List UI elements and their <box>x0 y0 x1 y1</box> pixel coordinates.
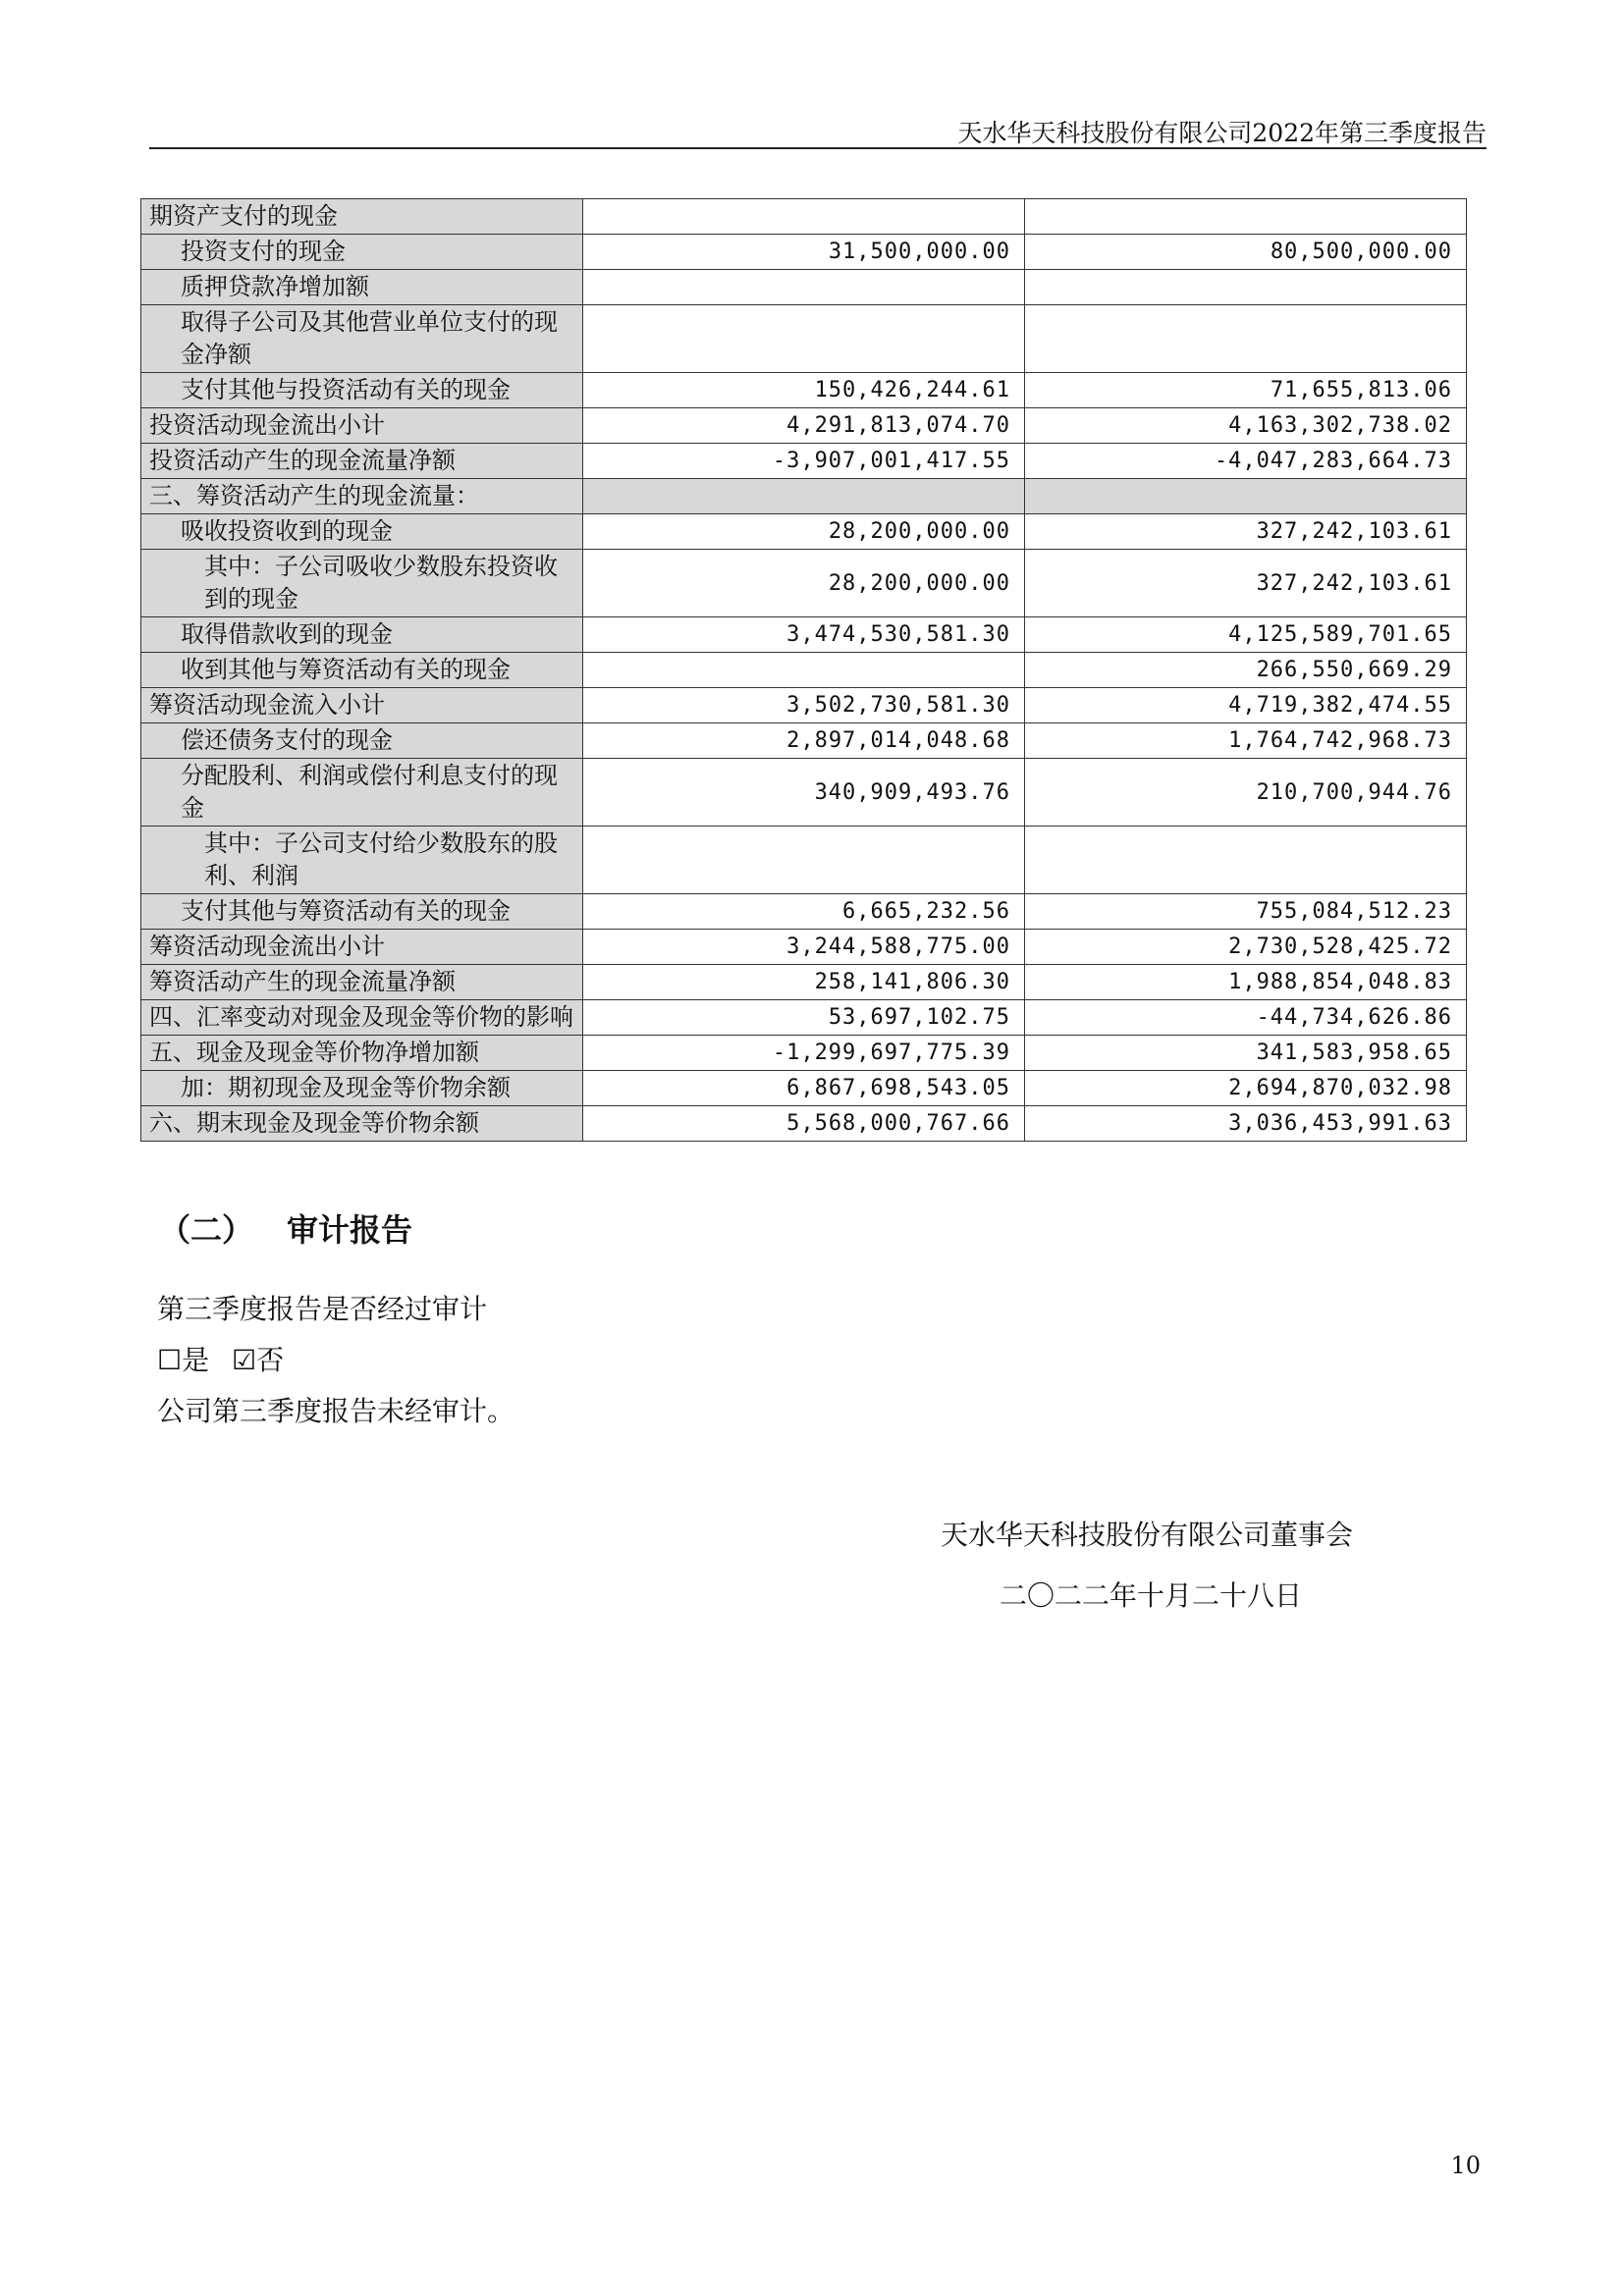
prior-period-value: 1,764,742,968.73 <box>1025 723 1467 759</box>
table-row <box>141 894 1467 930</box>
table-row <box>141 199 1467 235</box>
prior-period-value <box>1025 305 1467 373</box>
current-period-value: 4,291,813,074.70 <box>583 408 1025 444</box>
table-row <box>141 373 1467 408</box>
row-label: 筹资活动现金流出小计 <box>141 930 583 965</box>
signature-company: 天水华天科技股份有限公司董事会 <box>941 1519 1354 1551</box>
prior-period-value: 4,719,382,474.55 <box>1025 688 1467 723</box>
table-row <box>141 1036 1467 1071</box>
current-period-value <box>583 199 1025 235</box>
page-number: 10 <box>1450 2152 1481 2179</box>
table-row <box>141 653 1467 688</box>
prior-period-value <box>1025 199 1467 235</box>
header-title: 天水华天科技股份有限公司2022年第三季度报告 <box>957 119 1487 147</box>
table-row <box>141 759 1467 827</box>
row-label: 支付其他与投资活动有关的现金 <box>141 373 583 408</box>
prior-period-value: 3,036,453,991.63 <box>1025 1106 1467 1142</box>
table-row <box>141 235 1467 270</box>
prior-period-value: -4,047,283,664.73 <box>1025 444 1467 479</box>
current-period-value: -3,907,001,417.55 <box>583 444 1025 479</box>
checkbox-checked-icon: ☑ <box>232 1344 257 1376</box>
table-row <box>141 305 1467 373</box>
current-period-value: 2,897,014,048.68 <box>583 723 1025 759</box>
table-row <box>141 930 1467 965</box>
prior-period-value: 341,583,958.65 <box>1025 1036 1467 1071</box>
row-label: 投资支付的现金 <box>141 235 583 270</box>
prior-period-value: 2,694,870,032.98 <box>1025 1071 1467 1106</box>
table-row <box>141 408 1467 444</box>
table-row <box>141 1071 1467 1106</box>
table-row <box>141 514 1467 550</box>
current-period-value: 3,474,530,581.30 <box>583 617 1025 653</box>
prior-period-value: 4,163,302,738.02 <box>1025 408 1467 444</box>
page-header <box>149 110 1487 149</box>
current-period-value: 31,500,000.00 <box>583 235 1025 270</box>
table-row <box>141 1106 1467 1142</box>
prior-period-value: -44,734,626.86 <box>1025 1000 1467 1036</box>
row-label: 加：期初现金及现金等价物余额 <box>141 1071 583 1106</box>
current-period-value: 6,665,232.56 <box>583 894 1025 930</box>
current-period-value: 3,502,730,581.30 <box>583 688 1025 723</box>
prior-period-value: 80,500,000.00 <box>1025 235 1467 270</box>
prior-period-value: 266,550,669.29 <box>1025 653 1467 688</box>
row-label: 四、汇率变动对现金及现金等价物的影响 <box>141 1000 583 1036</box>
prior-period-value: 210,700,944.76 <box>1025 759 1467 827</box>
audit-statement: 公司第三季度报告未经审计。 <box>157 1395 515 1427</box>
table-row <box>141 688 1467 723</box>
prior-period-value: 327,242,103.61 <box>1025 550 1467 617</box>
row-label: 筹资活动现金流入小计 <box>141 688 583 723</box>
option-no-label: 否 <box>256 1344 285 1376</box>
row-label: 其中：子公司吸收少数股东投资收到的现金 <box>141 550 583 617</box>
row-label: 吸收投资收到的现金 <box>141 514 583 550</box>
section-number: （二） <box>159 1211 254 1249</box>
table-row <box>141 723 1467 759</box>
cash-flow-table <box>140 198 1467 1142</box>
table-row <box>141 479 1467 514</box>
prior-period-value: 4,125,589,701.65 <box>1025 617 1467 653</box>
current-period-value: 3,244,588,775.00 <box>583 930 1025 965</box>
row-label: 其中：子公司支付给少数股东的股利、利润 <box>141 827 583 894</box>
prior-period-value <box>1025 827 1467 894</box>
current-period-value <box>583 827 1025 894</box>
row-label: 偿还债务支付的现金 <box>141 723 583 759</box>
current-period-value <box>583 479 1025 514</box>
current-period-value: 28,200,000.00 <box>583 514 1025 550</box>
option-yes-label: 是 <box>182 1344 210 1376</box>
current-period-value: 5,568,000,767.66 <box>583 1106 1025 1142</box>
prior-period-value: 327,242,103.61 <box>1025 514 1467 550</box>
prior-period-value: 1,988,854,048.83 <box>1025 965 1467 1000</box>
row-label: 筹资活动产生的现金流量净额 <box>141 965 583 1000</box>
table-row <box>141 617 1467 653</box>
prior-period-value <box>1025 479 1467 514</box>
row-label: 支付其他与筹资活动有关的现金 <box>141 894 583 930</box>
row-label: 五、现金及现金等价物净增加额 <box>141 1036 583 1071</box>
section-title: 审计报告 <box>287 1211 413 1249</box>
row-label: 收到其他与筹资活动有关的现金 <box>141 653 583 688</box>
row-label: 期资产支付的现金 <box>141 199 583 235</box>
checkbox-unchecked-icon: ☐ <box>157 1344 183 1376</box>
row-label: 三、筹资活动产生的现金流量： <box>141 479 583 514</box>
row-label: 六、期末现金及现金等价物余额 <box>141 1106 583 1142</box>
prior-period-value <box>1025 270 1467 305</box>
signature-date: 二〇二二年十月二十八日 <box>1000 1579 1303 1612</box>
table-row <box>141 827 1467 894</box>
row-label: 取得借款收到的现金 <box>141 617 583 653</box>
table-row <box>141 1000 1467 1036</box>
current-period-value: 53,697,102.75 <box>583 1000 1025 1036</box>
current-period-value: 340,909,493.76 <box>583 759 1025 827</box>
current-period-value: 28,200,000.00 <box>583 550 1025 617</box>
table-row <box>141 270 1467 305</box>
row-label: 投资活动现金流出小计 <box>141 408 583 444</box>
current-period-value: 150,426,244.61 <box>583 373 1025 408</box>
row-label: 质押贷款净增加额 <box>141 270 583 305</box>
audit-question: 第三季度报告是否经过审计 <box>157 1293 488 1325</box>
prior-period-value: 71,655,813.06 <box>1025 373 1467 408</box>
audit-options <box>157 1339 284 1378</box>
row-label: 取得子公司及其他营业单位支付的现金净额 <box>141 305 583 373</box>
audit-section-heading <box>159 1205 412 1251</box>
current-period-value <box>583 270 1025 305</box>
table-row <box>141 550 1467 617</box>
prior-period-value: 2,730,528,425.72 <box>1025 930 1467 965</box>
row-label: 分配股利、利润或偿付利息支付的现金 <box>141 759 583 827</box>
current-period-value: 258,141,806.30 <box>583 965 1025 1000</box>
table-row <box>141 444 1467 479</box>
current-period-value <box>583 653 1025 688</box>
current-period-value: -1,299,697,775.39 <box>583 1036 1025 1071</box>
current-period-value <box>583 305 1025 373</box>
current-period-value: 6,867,698,543.05 <box>583 1071 1025 1106</box>
table-row <box>141 965 1467 1000</box>
row-label: 投资活动产生的现金流量净额 <box>141 444 583 479</box>
prior-period-value: 755,084,512.23 <box>1025 894 1467 930</box>
